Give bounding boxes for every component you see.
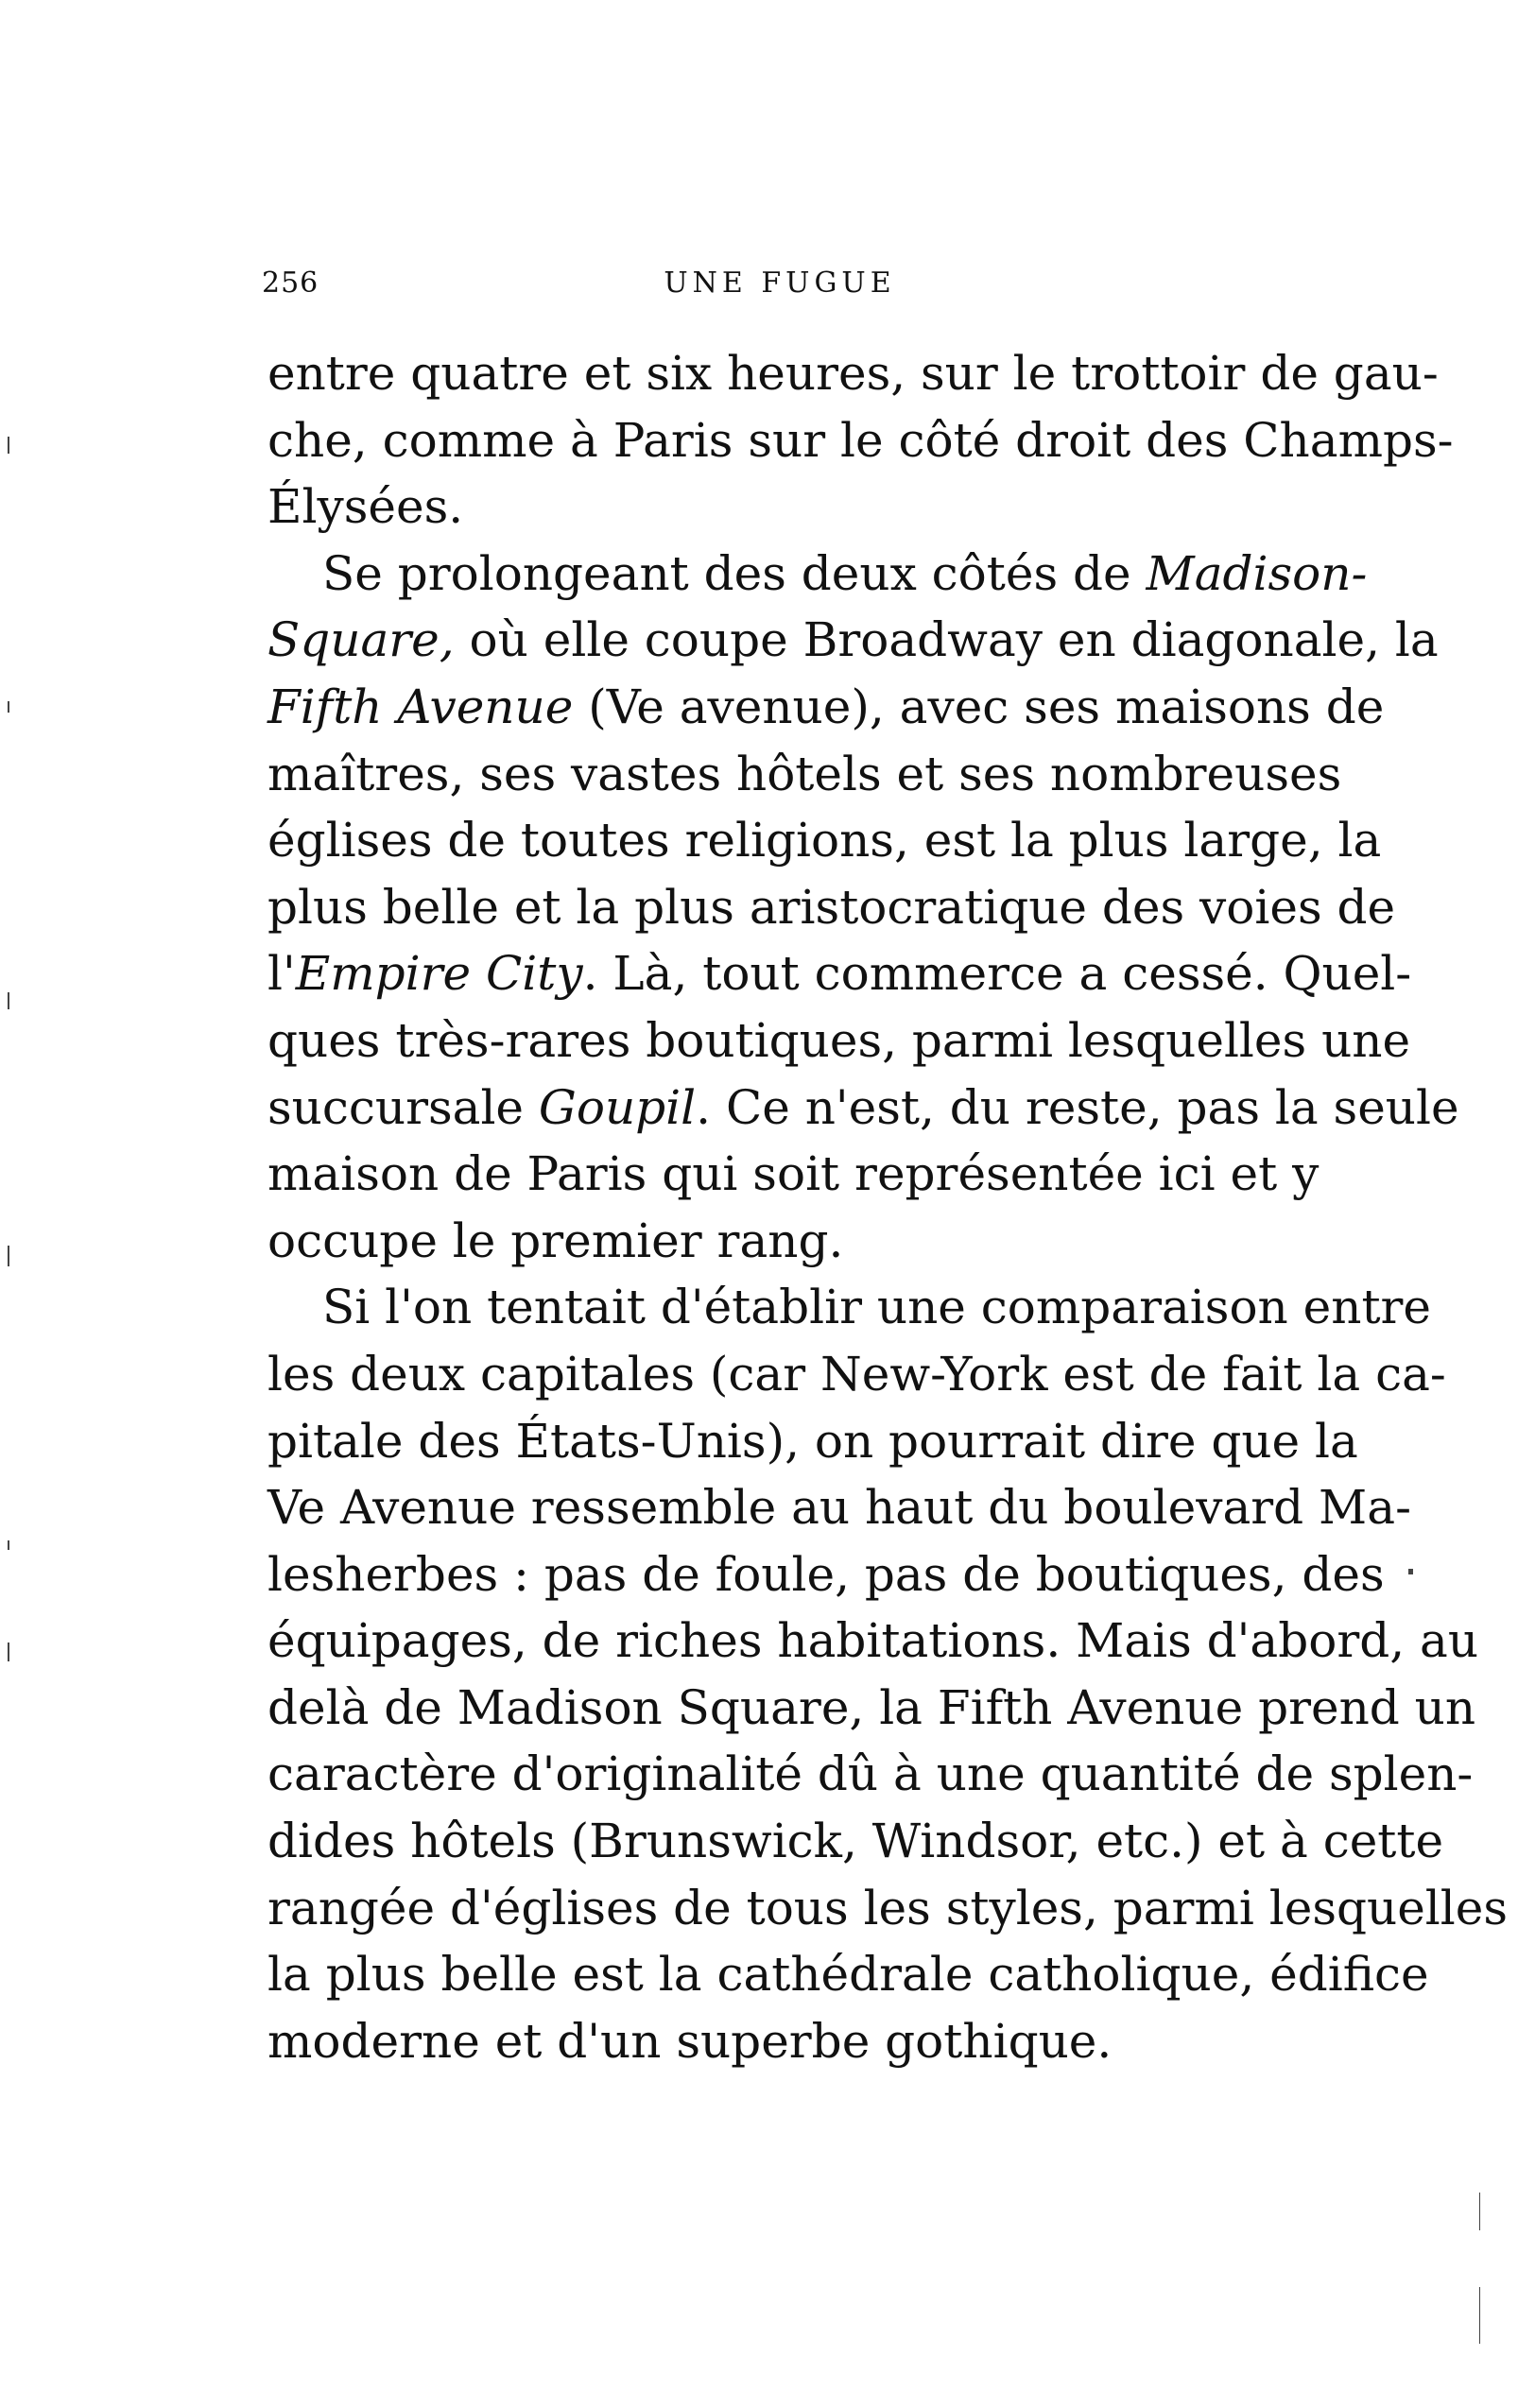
body-text: [267, 340, 1509, 2074]
italic-term: Square,: [267, 612, 455, 668]
text-line: [267, 1941, 1429, 2008]
text-run: occupe le premier rang.: [267, 1213, 844, 1268]
text-line: [267, 1474, 1411, 1541]
scan-speck: [8, 1643, 9, 1661]
text-run: lesherbes : pas de foule, pas de boutiques, des: [267, 1546, 1385, 1602]
text-run: caractère d'originalité dû à une quantité de splen-: [267, 1746, 1474, 1802]
text-line: [267, 607, 1439, 674]
text-run: plus belle et la plus aristocratique des voies de: [267, 879, 1396, 935]
text-line: [267, 1007, 1411, 1075]
text-line: [267, 1075, 1459, 1142]
scan-speck: [8, 701, 9, 713]
text-line: [267, 874, 1396, 941]
text-run: Élysées.: [267, 479, 464, 535]
scan-speck: [8, 437, 9, 454]
page-number: 256: [262, 267, 319, 300]
text-run: ques très-rares boutiques, parmi lesquelles une: [267, 1012, 1411, 1068]
text-line: [267, 1808, 1444, 1875]
text-run: succursale: [267, 1079, 539, 1135]
text-run: moderne et d'un superbe gothique.: [267, 2013, 1113, 2069]
text-line: [267, 1675, 1476, 1742]
text-run: entre quatre et six heures, sur le trottoir de gau-: [267, 346, 1439, 401]
text-run: (Ve avenue), avec ses maisons de: [573, 679, 1385, 734]
text-line: [267, 407, 1454, 474]
text-run: maison de Paris qui soit représentée ici et y: [267, 1146, 1320, 1202]
scan-speck: [8, 992, 9, 1009]
text-line: [267, 1408, 1358, 1475]
text-run: pitale des États-Unis), on pourrait dire que la: [267, 1413, 1358, 1469]
scan-speck: [1479, 2193, 1480, 2230]
running-title: UNE FUGUE: [664, 267, 896, 300]
scan-speck: [8, 1246, 9, 1266]
italic-term: Fifth Avenue: [267, 679, 574, 734]
text-run: la plus belle est la cathédrale catholique, édifice: [267, 1947, 1429, 2003]
text-run: Se prolongeant des deux côtés de: [322, 545, 1147, 601]
italic-term: Empire City: [295, 946, 583, 1002]
paragraph-start-line: [267, 1274, 1432, 1341]
text-line: [267, 807, 1382, 874]
text-run: Si l'on tentait d'établir une comparaison entre: [322, 1280, 1432, 1335]
text-line: [267, 741, 1342, 808]
text-run: les deux capitales (car New-York est de fait la ca-: [267, 1346, 1446, 1402]
scan-speck: [1408, 1569, 1413, 1574]
text-run: . Ce n'est, du reste, pas la seule: [696, 1079, 1459, 1135]
text-line: [267, 473, 1303, 541]
text-run: l': [267, 946, 296, 1002]
text-line: [267, 1875, 1509, 1942]
scan-speck: [8, 1540, 9, 1550]
page-header: [262, 267, 1298, 314]
text-run: églises de toutes religions, est la plus large, la: [267, 813, 1382, 869]
text-run: maîtres, ses vastes hôtels et ses nombreuses: [267, 746, 1342, 801]
text-run: rangée d'églises de tous les styles, parmi lesquelles: [267, 1880, 1509, 1935]
italic-term: Madison-: [1146, 545, 1368, 601]
text-line: [267, 1341, 1446, 1408]
italic-term: Goupil: [538, 1079, 697, 1135]
text-line: [267, 1541, 1385, 1608]
text-line: [267, 340, 1439, 407]
text-run: . Là, tout commerce a cessé. Quel-: [582, 946, 1412, 1002]
text-line: [267, 1741, 1474, 1808]
text-run: delà de Madison Square, la Fifth Avenue prend un: [267, 1679, 1476, 1735]
text-line: [267, 940, 1412, 1007]
text-run: Ve Avenue ressemble au haut du boulevard Ma-: [267, 1480, 1411, 1536]
text-run: équipages, de riches habitations. Mais d'abord, au: [267, 1613, 1479, 1669]
text-line: [267, 674, 1385, 741]
text-run: che, comme à Paris sur le côté droit des Champs-: [267, 412, 1454, 468]
scan-speck: [1479, 2287, 1480, 2344]
text-line: [267, 2008, 1303, 2075]
paragraph-start-line: [267, 541, 1368, 608]
text-run: dides hôtels (Brunswick, Windsor, etc.) et à cette: [267, 1814, 1444, 1869]
text-line: [267, 1208, 1303, 1275]
text-line: [267, 1141, 1320, 1208]
text-run: où elle coupe Broadway en diagonale, la: [454, 612, 1439, 668]
text-line: [267, 1608, 1479, 1675]
